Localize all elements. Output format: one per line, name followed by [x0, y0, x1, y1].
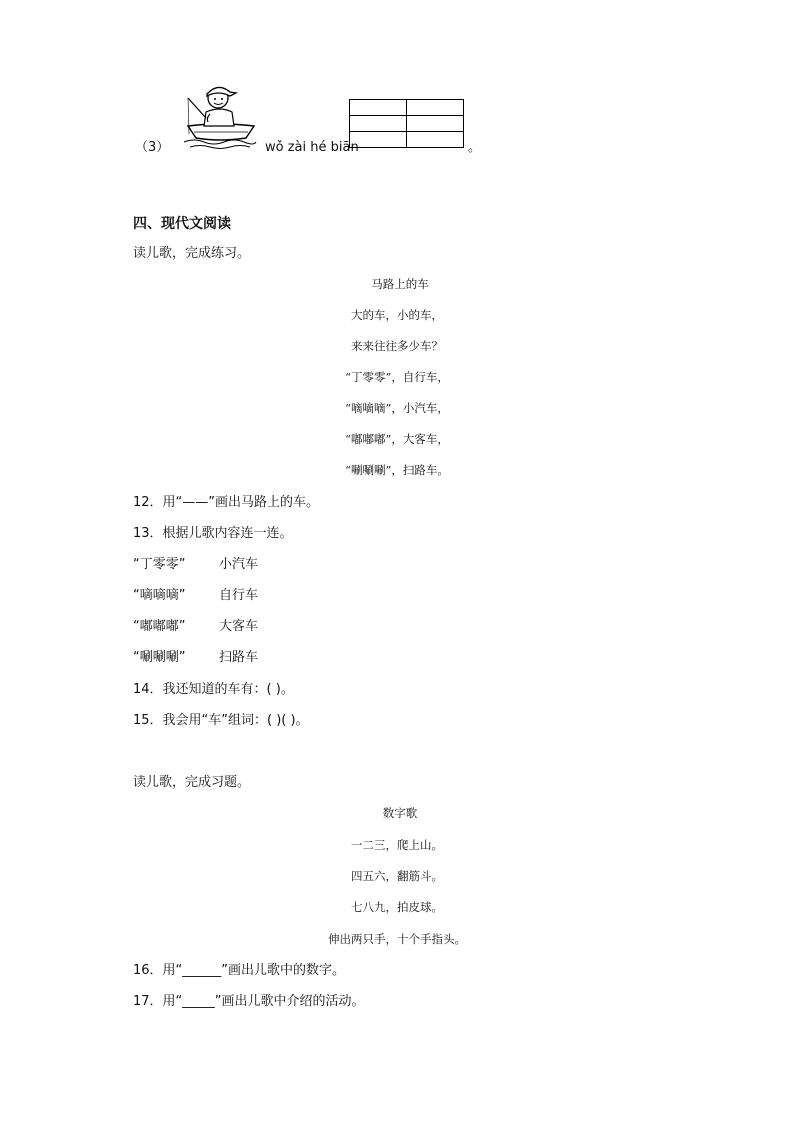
question-12: 12．用“——”画出马路上的车。 [133, 495, 320, 510]
match-right-item[interactable]: 扫路车 [219, 650, 259, 665]
boy-fishing-in-boat-icon [180, 78, 258, 150]
section-title: 四、现代文阅读 [133, 216, 231, 232]
match-left-item[interactable]: “嘟嘟嘟” [133, 619, 186, 634]
poem2-line: 一二三，爬上山。 [351, 838, 443, 852]
match-left-item[interactable]: “丁零零” [133, 557, 186, 572]
reading1-intro: 读儿歌，完成练习。 [133, 246, 251, 261]
reading2-intro: 读儿歌，完成习题。 [133, 775, 251, 790]
poem2-title: 数字歌 [382, 806, 418, 820]
match-right-item[interactable]: 小汽车 [219, 557, 259, 572]
poem2-line: 四五六，翻筋斗。 [351, 869, 443, 883]
poem1-line: “嘀嘀嘀”，小汽车， [345, 401, 449, 415]
match-right-item[interactable]: 大客车 [219, 619, 259, 634]
question-17: 17．用“_____”画出儿歌中介绍的活动。 [133, 994, 365, 1009]
poem1-line: 大的车，小的车， [351, 308, 443, 322]
question-15[interactable]: 15．我会用“车”组词：( )( )。 [133, 713, 309, 728]
poem2-line: 七八九，拍皮球。 [351, 900, 443, 914]
question-3-number: （3） [135, 140, 170, 155]
writing-grid[interactable] [349, 99, 464, 148]
grid-cell[interactable] [350, 100, 407, 116]
pinyin-prompt: wǒ zài hé biān [265, 140, 359, 155]
poem1-title: 马路上的车 [371, 277, 429, 291]
grid-cell[interactable] [407, 132, 464, 148]
grid-cell[interactable] [350, 116, 407, 132]
poem1-line: “唰唰唰”，扫路车。 [345, 463, 449, 477]
match-left-item[interactable]: “唰唰唰” [133, 650, 186, 665]
match-right-item[interactable]: 自行车 [219, 588, 259, 603]
question-3-end: 。 [468, 140, 482, 155]
grid-cell[interactable] [407, 100, 464, 116]
question-13: 13．根据儿歌内容连一连。 [133, 526, 293, 541]
question-14[interactable]: 14．我还知道的车有：( )。 [133, 682, 294, 697]
poem2-line: 伸出两只手，十个手指头。 [328, 932, 466, 946]
grid-cell[interactable] [407, 116, 464, 132]
grid-cell[interactable] [350, 132, 407, 148]
match-left-item[interactable]: “嘀嘀嘀” [133, 588, 186, 603]
poem1-line: 来来往往多少车？ [351, 339, 443, 353]
poem1-line: “丁零零”，自行车， [345, 370, 449, 384]
question-16: 16．用“______”画出儿歌中的数字。 [133, 963, 346, 978]
poem1-line: “嘟嘟嘟”，大客车， [345, 432, 449, 446]
